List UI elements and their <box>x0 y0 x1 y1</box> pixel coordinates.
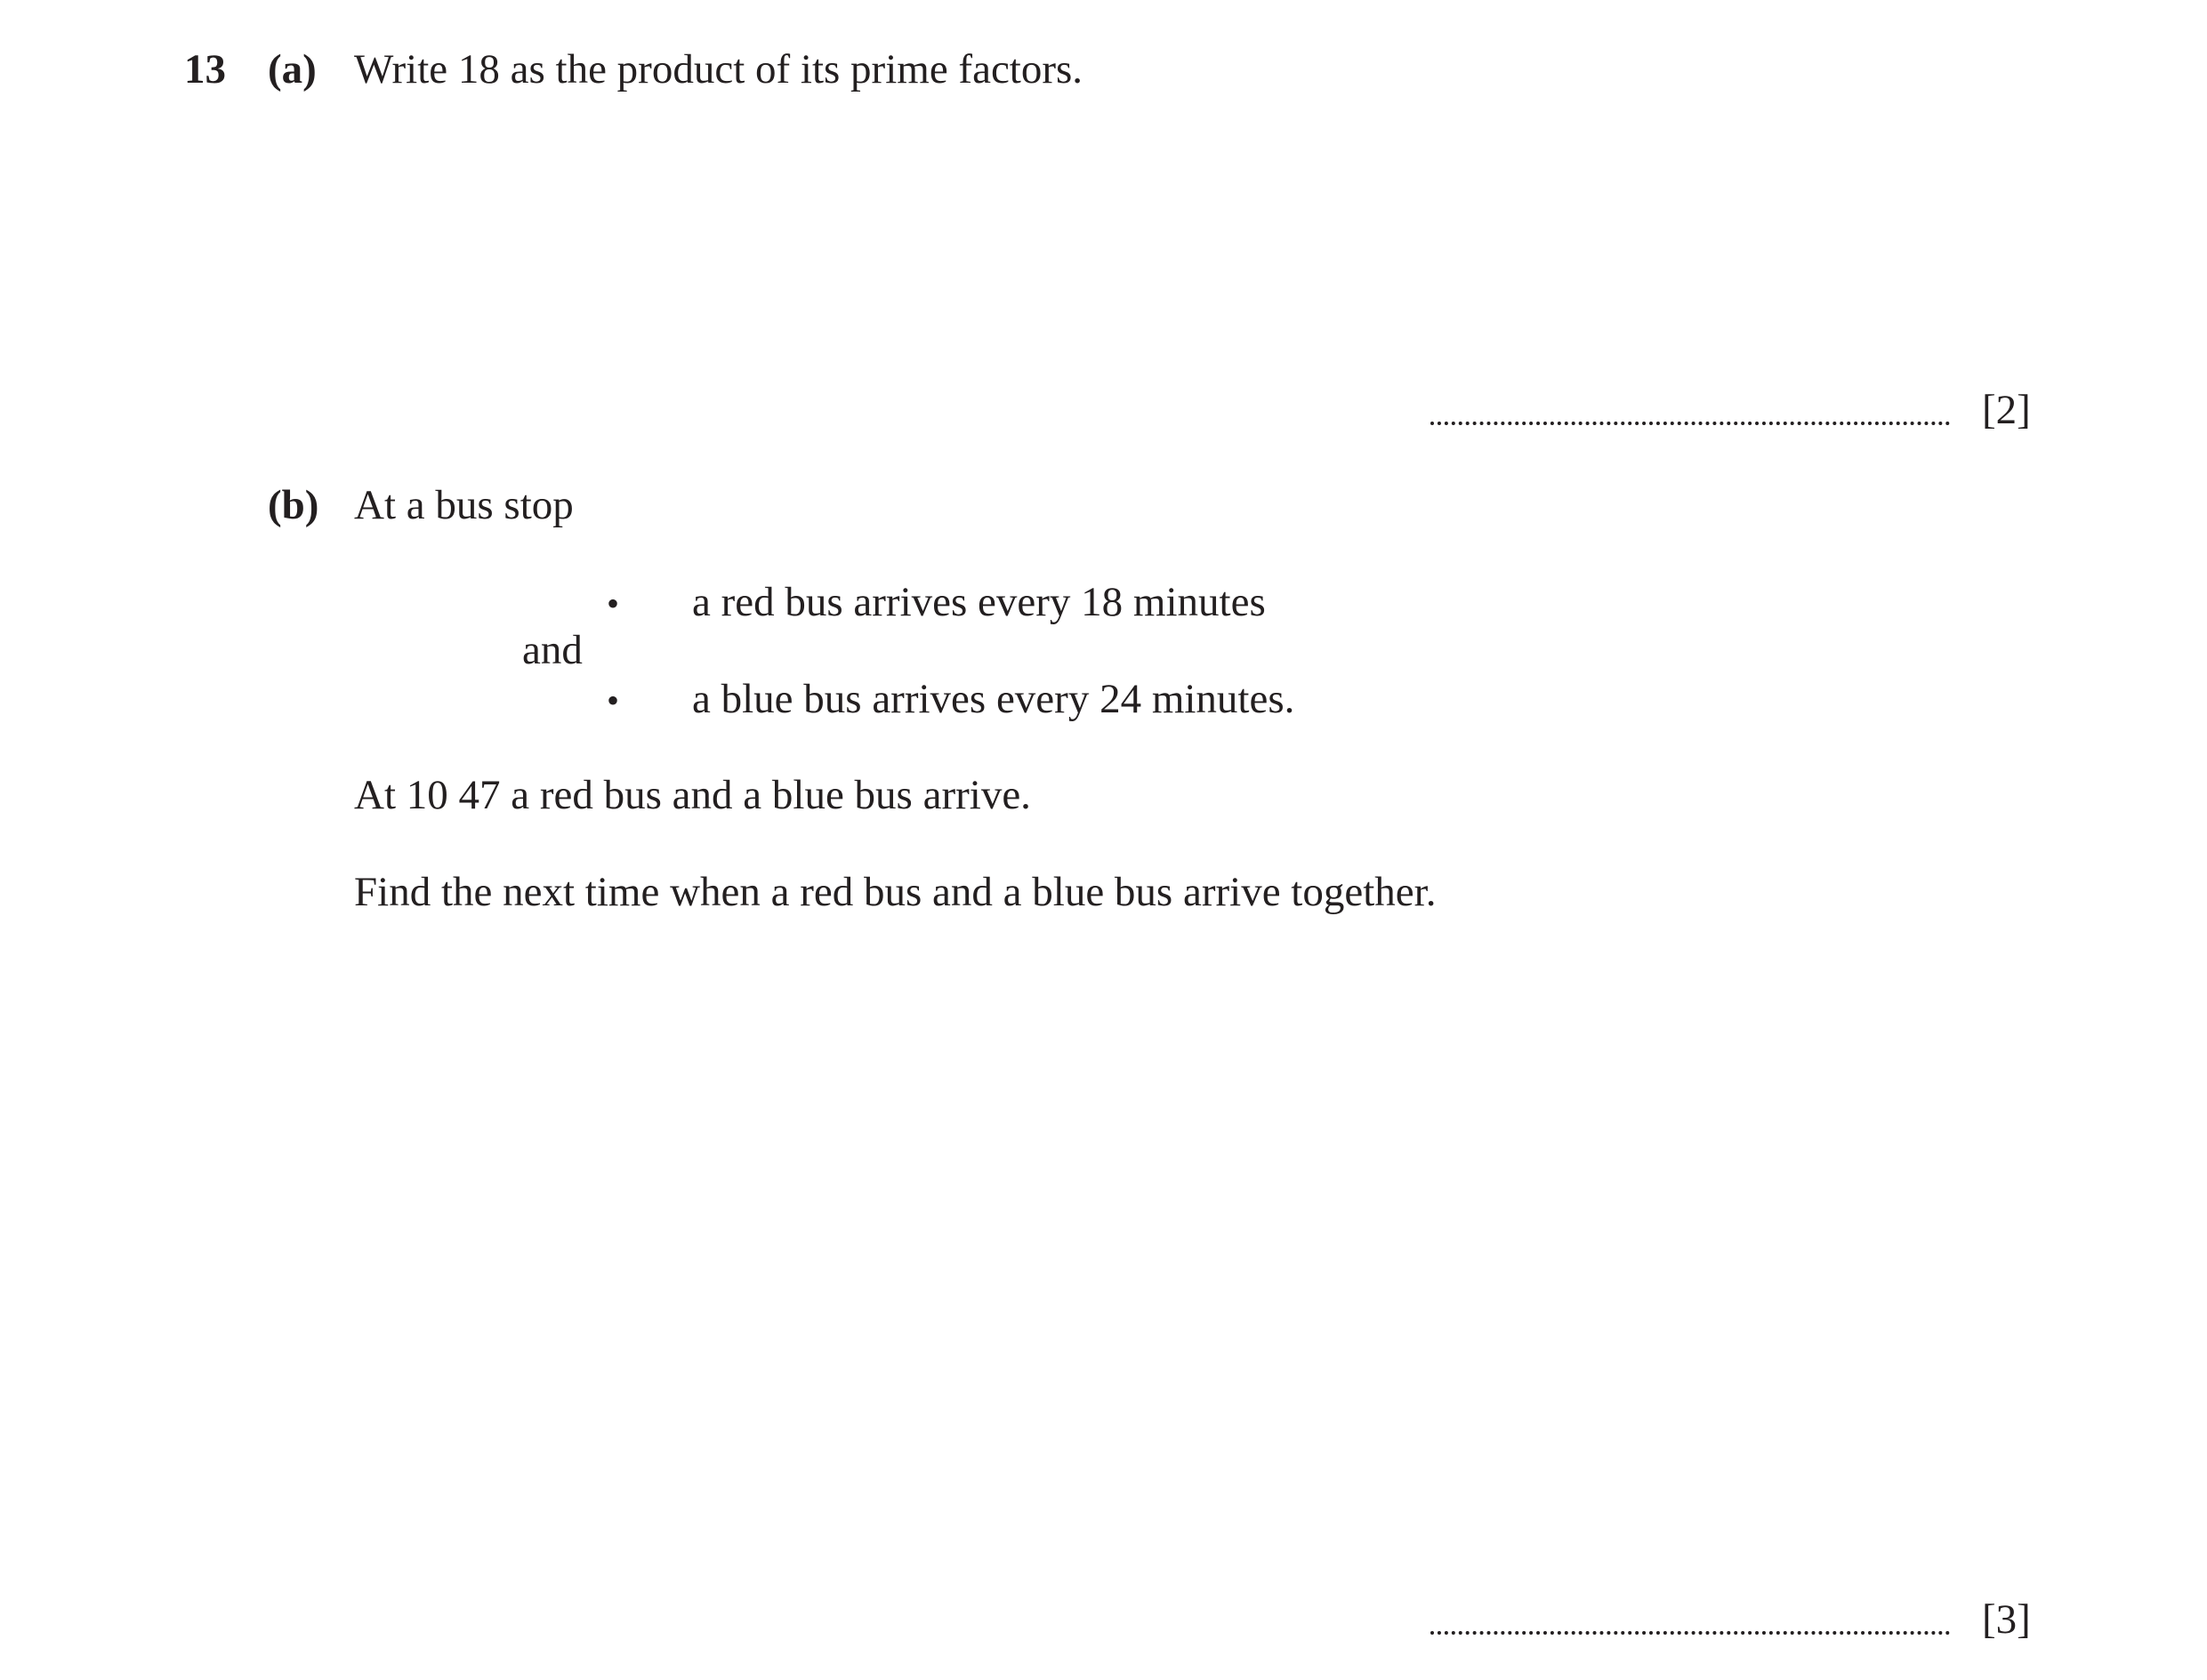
part-b-marks: [3] <box>1982 1596 2031 1643</box>
part-a-prompt: Write 18 as the product of its prime factors. <box>354 46 1083 92</box>
question-number: 13 <box>184 46 226 92</box>
part-b-task: Find the next time when a red bus and a blue bus arrive together. <box>354 869 1437 915</box>
part-b-label: (b) <box>268 482 319 528</box>
part-a-label: (a) <box>268 46 317 92</box>
part-b-intro: At a bus stop <box>354 482 574 528</box>
bullet-red-bus: a red bus arrives every 18 minutes <box>692 579 1266 625</box>
bullet-icon: • <box>607 583 620 623</box>
part-b-answer-line[interactable] <box>1430 1631 1950 1635</box>
and-connector: and <box>522 627 583 673</box>
part-a-marks: [2] <box>1982 387 2031 433</box>
bullet-icon: • <box>607 680 620 720</box>
part-b-statement: At 10 47 a red bus and a blue bus arrive. <box>354 772 1031 818</box>
bullet-blue-bus: a blue bus arrives every 24 minutes. <box>692 676 1295 722</box>
part-a-answer-line[interactable] <box>1430 422 1950 425</box>
